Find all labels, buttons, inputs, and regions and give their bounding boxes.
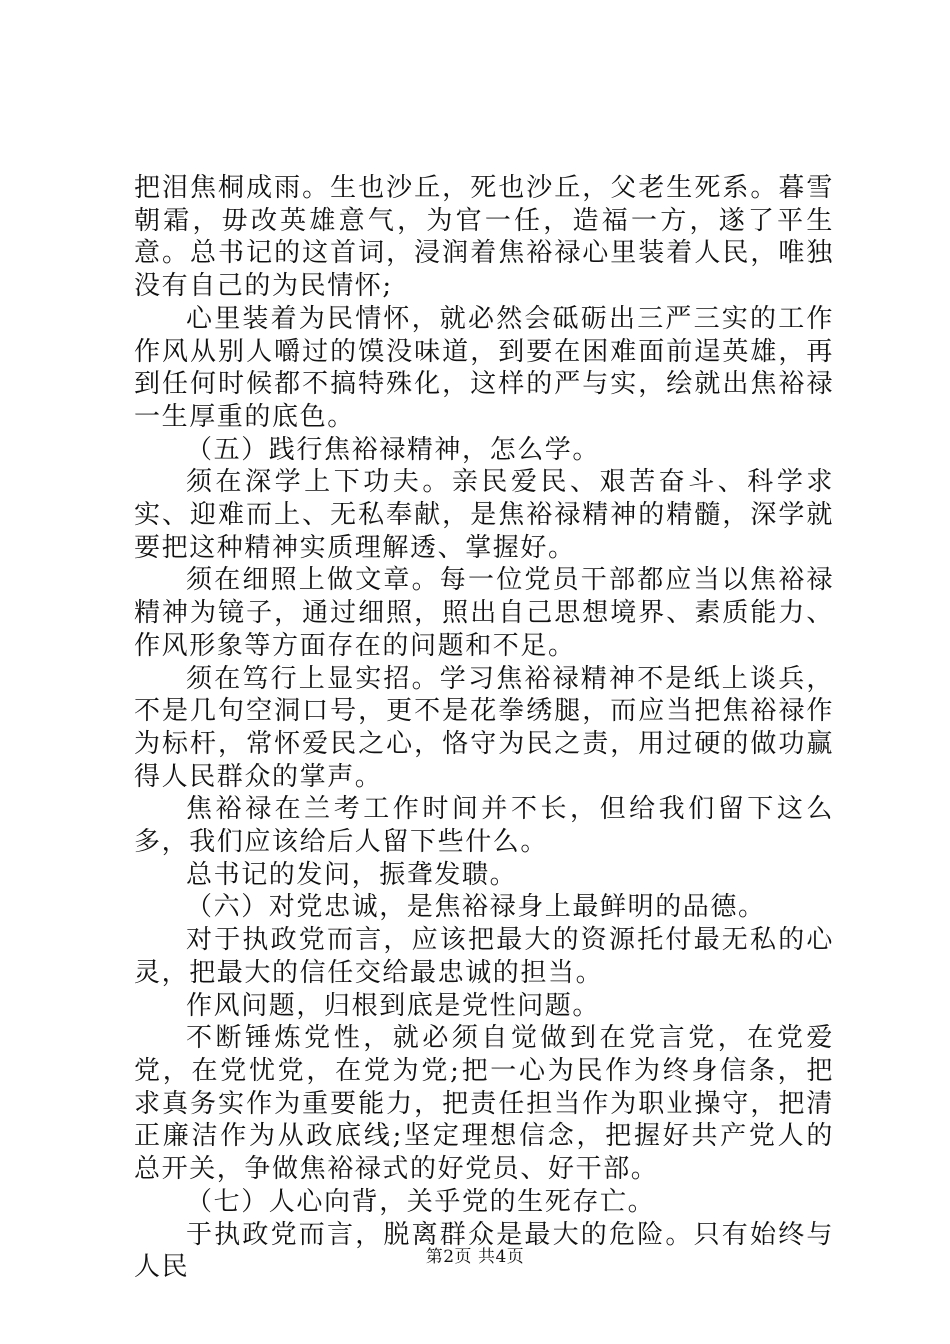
paragraph: 不断锤炼党性，就必须自觉做到在党言党，在党爱党，在党忧党，在党为党;把一心为民作为终身信条，把求真务实作为重要能力，把责任担当作为职业操守，把清正廉洁作为从政底线;坚定理想信念，把握好共产党人的总开关，争做焦裕禄式的好党员、好干部。 [134, 1023, 834, 1185]
paragraph: 对于执政党而言，应该把最大的资源托付最无私的心灵，把最大的信任交给最忠诚的担当。 [134, 925, 834, 988]
paragraph: 作风问题，归根到底是党性问题。 [186, 990, 601, 1021]
paragraph: 把泪焦桐成雨。生也沙丘，死也沙丘，父老生死系。暮雪朝霜，毋改英雄意气，为官一任，造福一方，遂了平生意。总书记的这首词，浸润着焦裕禄心里装着人民，唯独没有自己的为民情怀; [134, 173, 834, 302]
document-body [134, 172, 834, 1284]
paragraph: 须在细照上做文章。每一位党员干部都应当以焦裕禄精神为镜子，通过细照，照出自己思想境界、素质能力、作风形象等方面存在的问题和不足。 [134, 565, 834, 661]
section-heading: （五）践行焦裕禄精神，怎么学。 [186, 434, 601, 465]
paragraph: 心里装着为民情怀，就必然会砥砺出三严三实的工作作风从别人嚼过的馍没味道，到要在困难面前逞英雄，再到任何时候都不搞特殊化，这样的严与实，绘就出焦裕禄一生厚重的底色。 [134, 303, 834, 432]
section-heading: （六）对党忠诚，是焦裕禄身上最鲜明的品德。 [186, 892, 766, 923]
section-heading: （七）人心向背，关乎党的生死存亡。 [186, 1186, 656, 1217]
paragraph: 于执政党而言，脱离群众是最大的危险。只有始终与人民 [134, 1219, 834, 1283]
paragraph: 焦裕禄在兰考工作时间并不长，但给我们留下这么多，我们应该给后人留下些什么。 [134, 794, 834, 858]
page-footer [0, 1242, 950, 1267]
page-number-label: 第2页 共4页 [425, 1247, 525, 1267]
paragraph: 须在笃行上显实招。学习焦裕禄精神不是纸上谈兵，不是几句空洞口号，更不是花拳绣腿，而应当把焦裕禄作为标杆，常怀爱民之心，恪守为民之责，用过硬的做功赢得人民群众的掌声。 [134, 663, 834, 792]
paragraph: 须在深学上下功夫。亲民爱民、艰苦奋斗、科学求实、迎难而上、无私奉献，是焦裕禄精神的精髓，深学就要把这种精神实质理解透、掌握好。 [134, 467, 834, 563]
paragraph: 总书记的发问，振聋发聩。 [186, 859, 518, 890]
